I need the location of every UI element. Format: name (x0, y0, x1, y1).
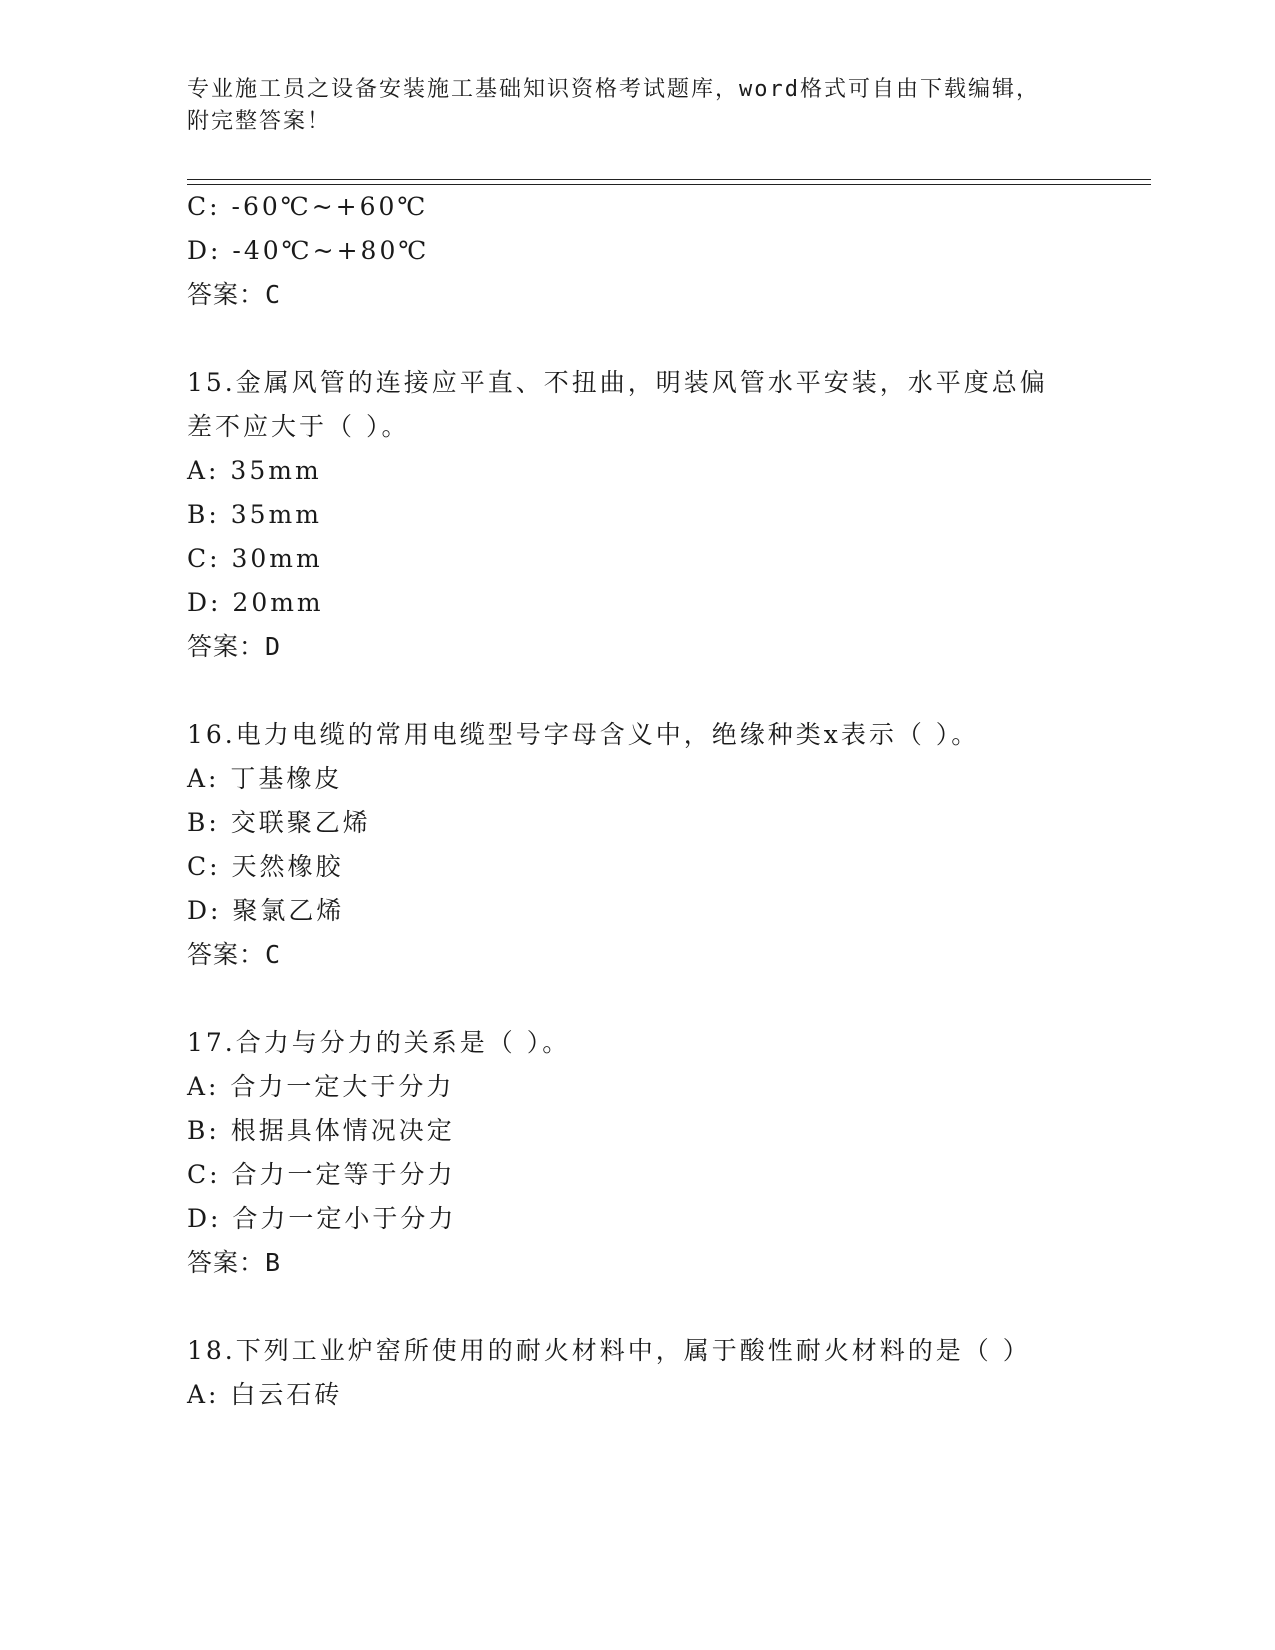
answer: 答案：C (187, 940, 282, 969)
option-d: D: -40℃~+80℃ (187, 236, 430, 265)
option-a: A: 丁基橡皮 (187, 764, 343, 793)
header-divider-bottom (187, 184, 1151, 185)
option-b: B: 根据具体情况决定 (187, 1116, 455, 1145)
header-line-1: 专业施工员之设备安装施工基础知识资格考试题库，word格式可自由下载编辑， (187, 77, 1040, 102)
option-b: B: 35mm (187, 500, 322, 529)
option-c: C: 合力一定等于分力 (187, 1160, 456, 1189)
option-b: B: 交联聚乙烯 (187, 808, 371, 837)
option-c: C: -60℃~+60℃ (187, 192, 429, 221)
question-15-line-2: 差不应大于（ ）。 (187, 412, 410, 441)
option-a: A: 合力一定大于分力 (187, 1072, 455, 1101)
question-18: 18.下列工业炉窑所使用的耐火材料中，属于酸性耐火材料的是（ ） (187, 1336, 1031, 1365)
option-d: D: 聚氯乙烯 (187, 896, 345, 925)
option-a: A: 白云石砖 (187, 1380, 343, 1409)
answer: 答案：B (187, 1248, 282, 1277)
question-17: 17.合力与分力的关系是（ ）。 (187, 1028, 571, 1057)
option-d: D: 20mm (187, 588, 324, 617)
option-c: C: 30mm (187, 544, 323, 573)
question-15-line-1: 15.金属风管的连接应平直、不扭曲，明装风管水平安装，水平度总偏 (187, 368, 1048, 397)
document-header (187, 74, 1087, 138)
header-divider-top (187, 179, 1151, 180)
option-a: A: 35mm (187, 456, 322, 485)
header-line-2: 附完整答案！ (187, 109, 332, 134)
question-16: 16.电力电缆的常用电缆型号字母含义中，绝缘种类x表示（ ）。 (187, 720, 980, 749)
option-d: D: 合力一定小于分力 (187, 1204, 457, 1233)
option-c: C: 天然橡胶 (187, 852, 344, 881)
answer: 答案：C (187, 280, 282, 309)
answer: 答案：D (187, 632, 282, 661)
